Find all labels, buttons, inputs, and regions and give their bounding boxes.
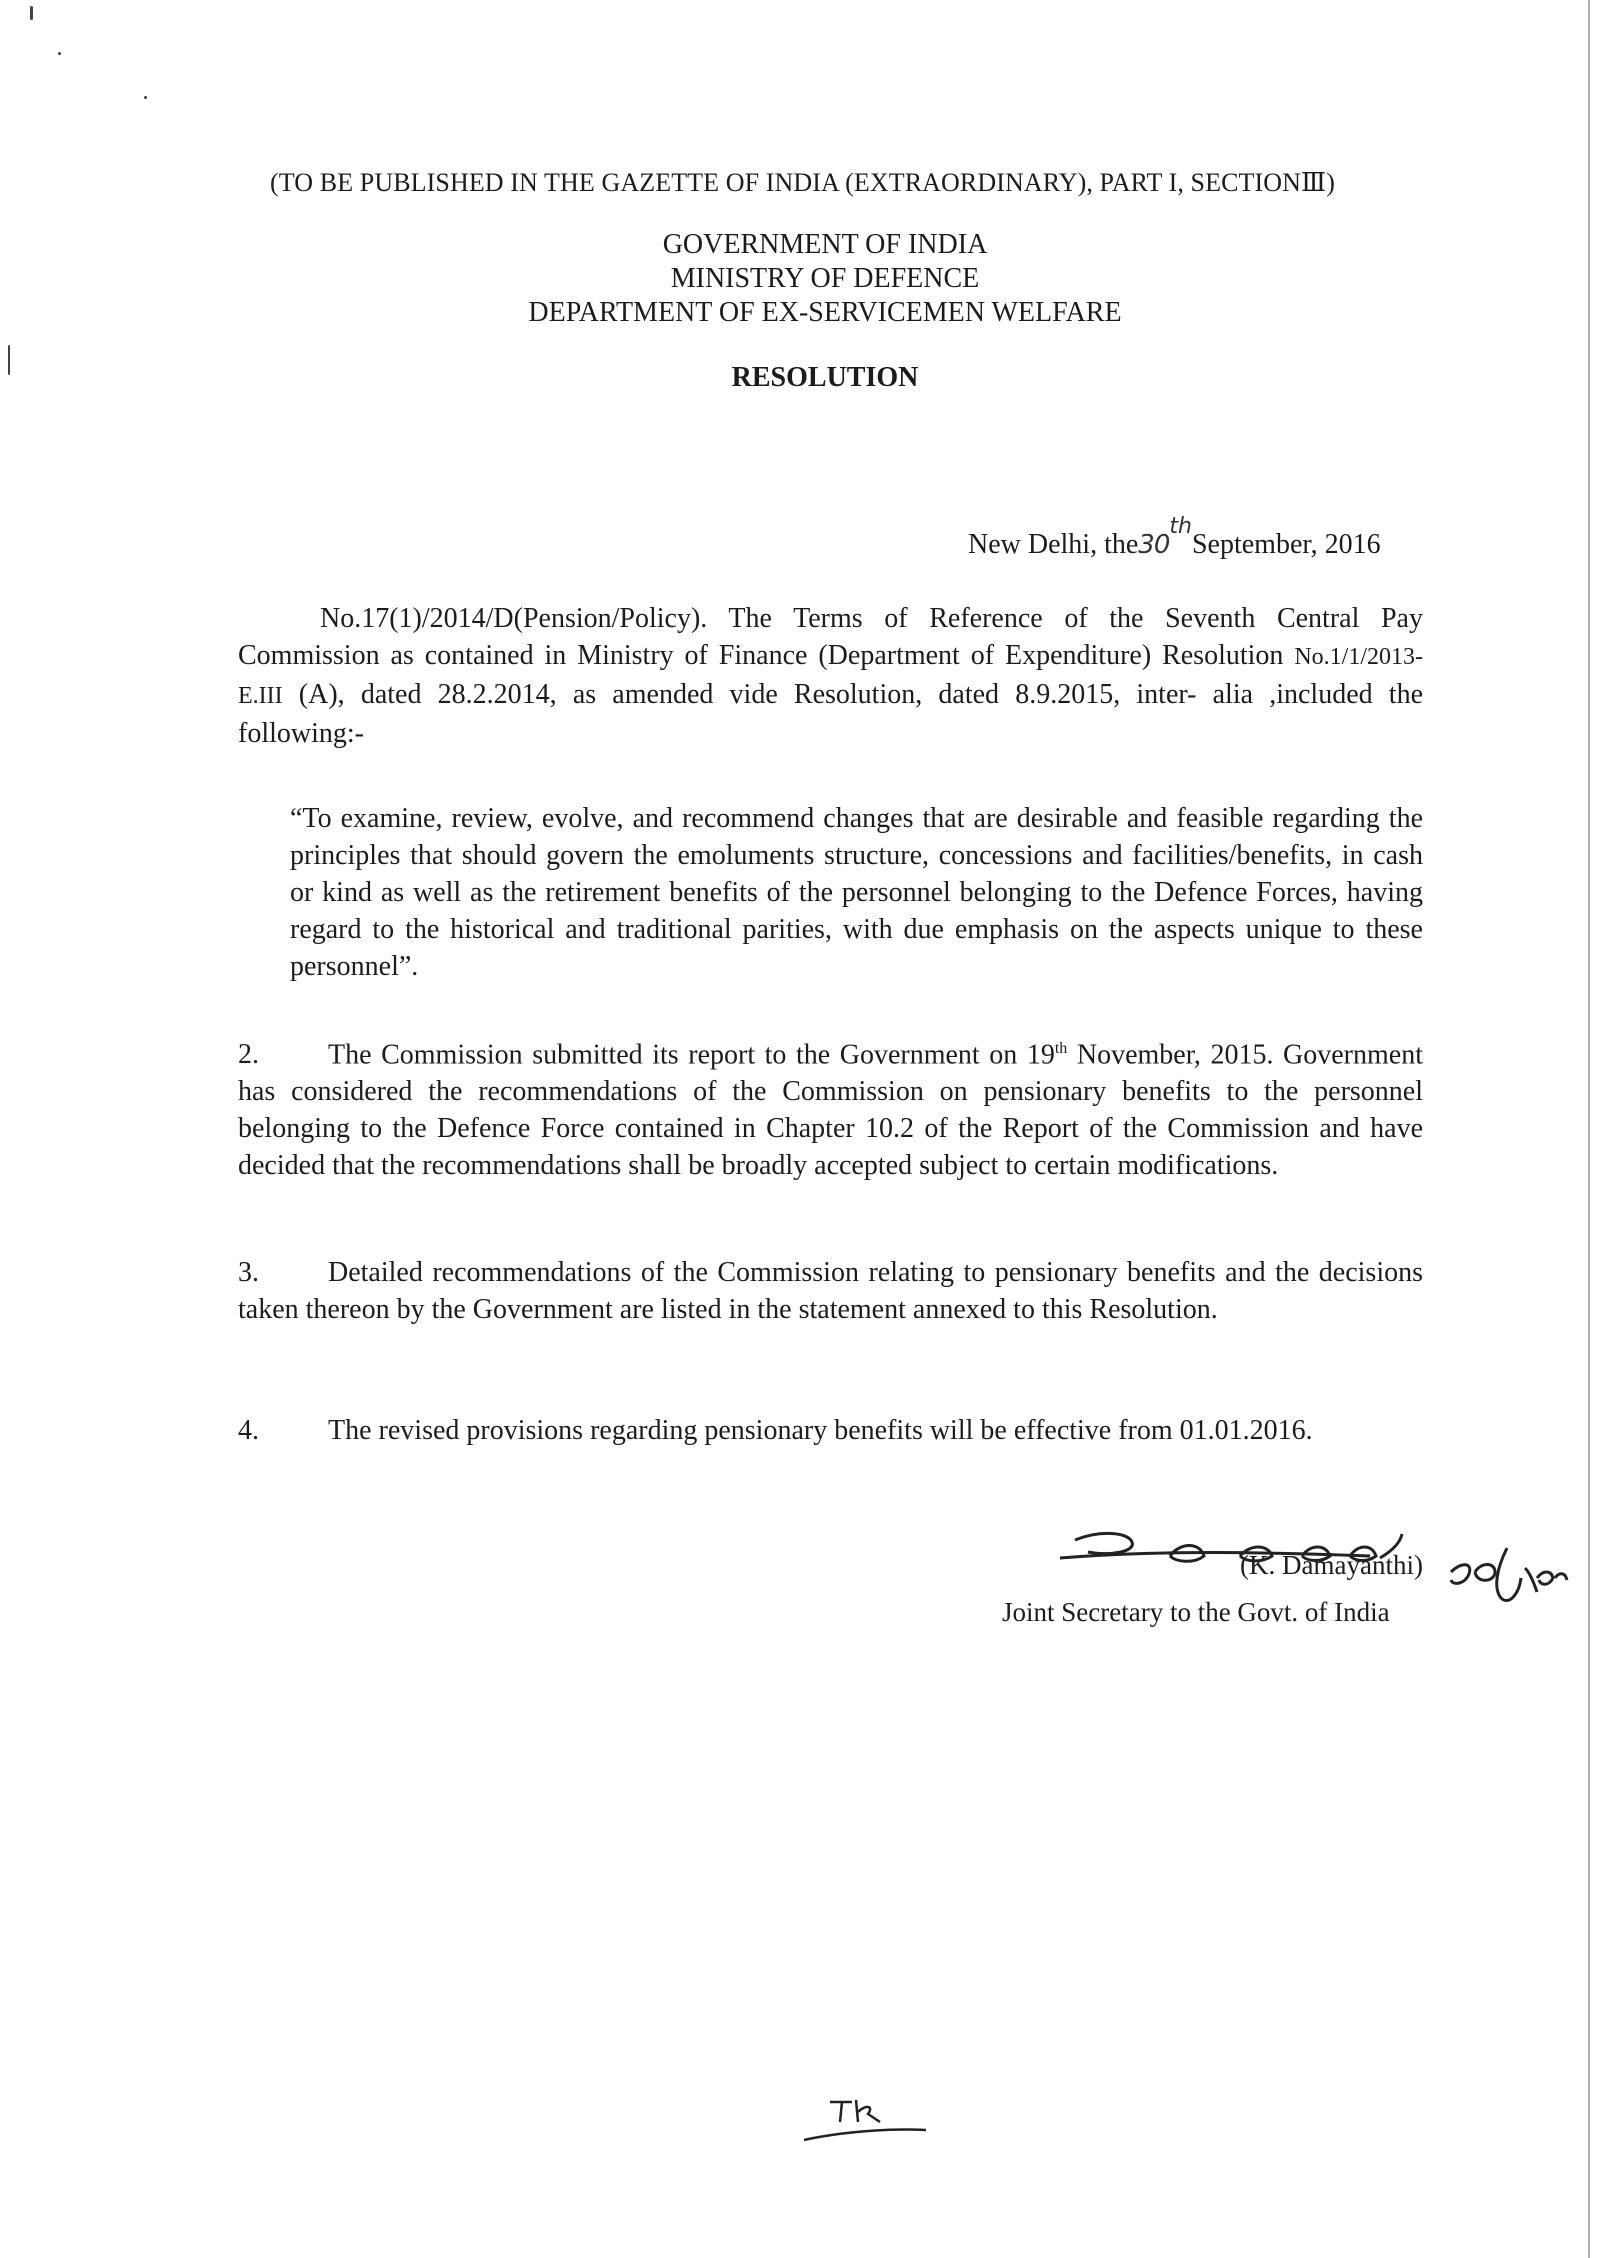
ordinal-suffix: th <box>1054 1040 1068 1057</box>
signature-area <box>990 1512 1450 1662</box>
resolution-reference: No.1/1/2013-E.III <box>238 644 1423 709</box>
date-line <box>968 514 1381 561</box>
date-suffix-handwritten: th <box>1169 514 1192 539</box>
date-prefix: New Delhi, the <box>968 529 1139 560</box>
paragraph-2 <box>238 1030 1423 1184</box>
department-heading: DEPARTMENT OF EX-SERVICEMEN WELFARE <box>528 297 1122 328</box>
paragraph-number: 4. <box>238 1415 259 1446</box>
paragraph-4 <box>238 1412 1423 1449</box>
scan-speck <box>144 96 147 99</box>
intro-paragraph <box>238 600 1423 752</box>
paragraph-number: 3. <box>238 1257 259 1288</box>
scan-speck <box>30 6 33 20</box>
paragraph-text: The revised provisions regarding pensionary benefits will be effective from 01.01.2016. <box>328 1415 1313 1446</box>
document-title: RESOLUTION <box>731 362 919 393</box>
scan-edge-line <box>1588 0 1590 2258</box>
government-heading: GOVERNMENT OF INDIA <box>662 229 988 260</box>
reference-number: No.17(1)/2014/D(Pension/Policy). <box>320 603 708 634</box>
intro-text-a: The Terms of Reference of the Seventh Central Pay Commission as contained in Ministry of Finance (Department of Expenditure) Resolution <box>238 603 1423 671</box>
ministry-heading: MINISTRY OF DEFENCE <box>670 263 980 294</box>
date-rest: September, 2016 <box>1191 529 1381 560</box>
date-day-handwritten: 30 <box>1138 530 1170 560</box>
gazette-note: (TO BE PUBLISHED IN THE GAZETTE OF INDIA (EXTRAORDINARY), PART I, SECTIONⅢ) <box>270 168 1335 197</box>
paragraph-text-b: November, 2015. Government has considered the recommendations of the Commission on pensionary benefits to the personnel belonging to the Defence Force contained in Chapter 10.2 of the Report of the Commission and have decided that the recommendations shall be broadly accepted subject to certain modifications. <box>238 1039 1423 1182</box>
issuing-authority <box>0 228 1600 330</box>
signatory-name: (K. Damayanthi) <box>1240 1550 1423 1580</box>
paragraph-text: Detailed recommendations of the Commission relating to pensionary benefits and the decisions taken thereon by the Government are listed in the statement annexed to this Resolution. <box>238 1257 1423 1325</box>
terms-of-reference-quote: “To examine, review, evolve, and recommend changes that are desirable and feasible regarding the principles that should govern the emoluments structure, concessions and facilities/benefits, in cash or kind as well as the retirement benefits of the personnel belonging to the Defence Forces, having regard to the historical and traditional parities, with due emphasis on the aspects unique to these personnel”. <box>290 803 1423 982</box>
paragraph-text-a: The Commission submitted its report to the Government on 19 <box>328 1039 1055 1071</box>
signatory-designation: Joint Secretary to the Govt. of India <box>1002 1597 1390 1627</box>
handwritten-page-mark <box>800 2092 930 2147</box>
handwritten-initials <box>1445 1538 1575 1618</box>
paragraph-3 <box>238 1254 1423 1328</box>
intro-text-b: (A), dated 28.2.2014, as amended vide Resolution, dated 8.9.2015, inter- alia ,included the following:- <box>238 679 1423 749</box>
scan-speck <box>58 52 61 55</box>
paragraph-number: 2. <box>238 1039 259 1071</box>
